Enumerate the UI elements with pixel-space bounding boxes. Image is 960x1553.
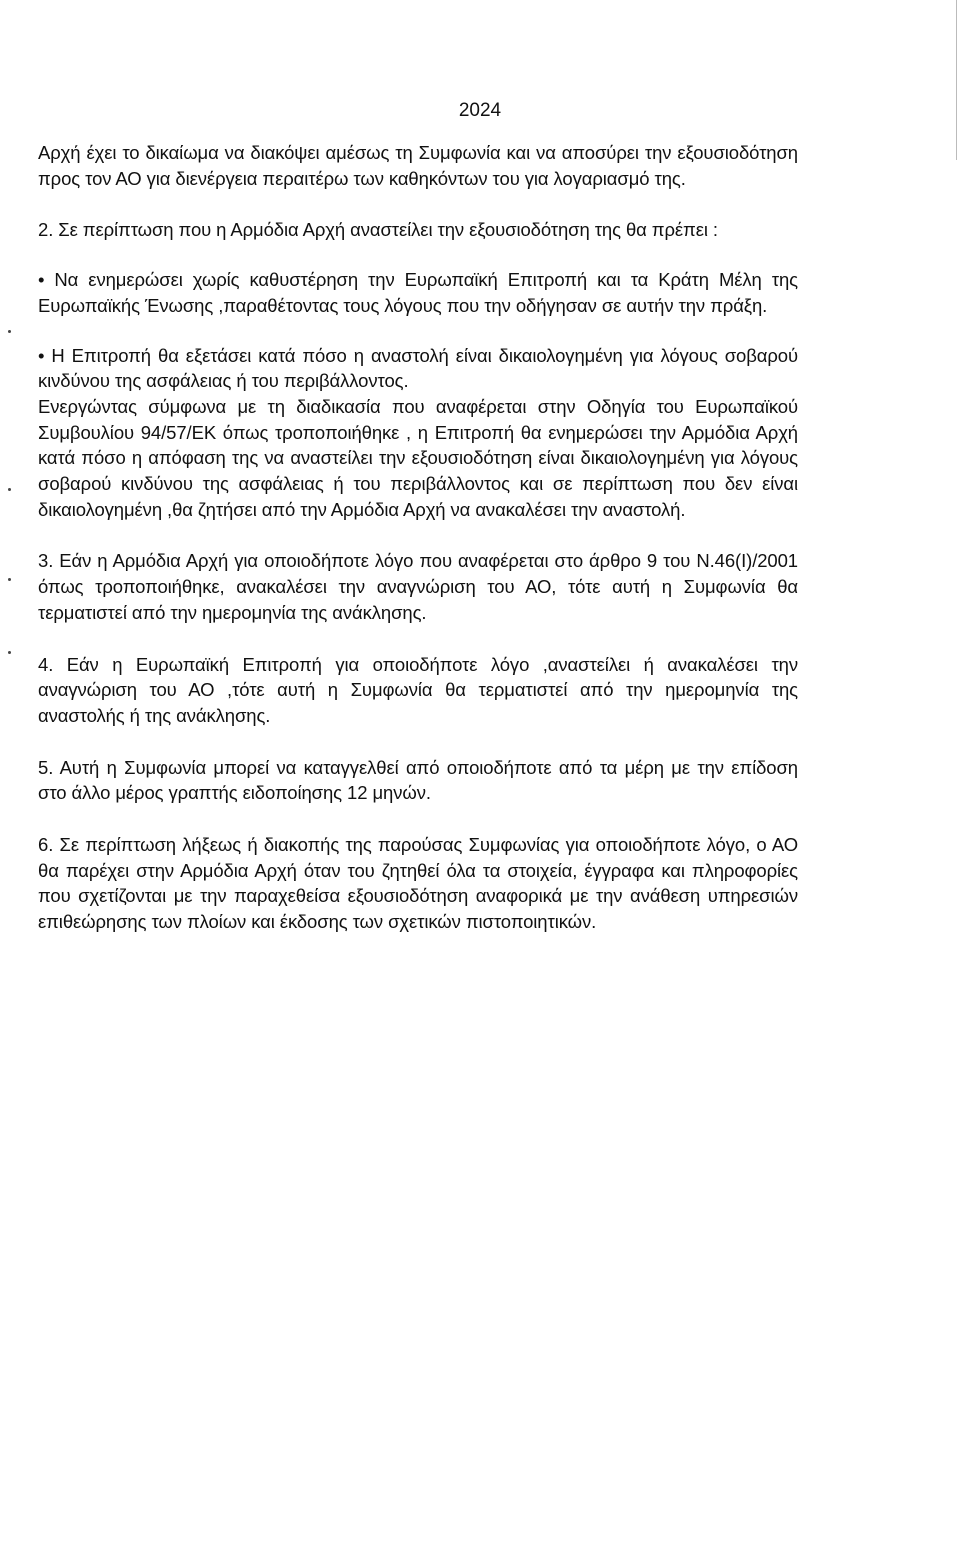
paragraph-item-2: 2. Σε περίπτωση που η Αρμόδια Αρχή αναστείλει την εξουσιοδότηση της θα πρέπει : (38, 219, 718, 241)
scan-margin-mark (8, 651, 11, 654)
paragraph-commission-procedure: Ενεργώντας σύμφωνα με τη διαδικασία που αναφέρεται στην Οδηγία του Ευρωπαϊκού Συμβουλίου 94/57/ΕΚ όπως τροποποιήθηκε , η Επιτροπή θα ενημερώσει την Αρμόδια Αρχή κατά πόσο η απόφαση της να αναστείλει την εξουσιοδότηση είναι δικαιολογημένη για λόγους σοβαρού κινδύνου της ασφάλειας ή του περιβάλλοντος και σε περίπτωση που δεν είναι δικαιολογημένη ,θα ζητήσει από την Αρμόδια Αρχή να ανακαλέσει την αναστολή. (38, 395, 798, 520)
bullet-notify-commission: • Να ενημερώσει χωρίς καθυστέρηση την Ευρωπαϊκή Επιτροπή και τα Κράτη Μέλη της Ευρωπαϊκής Ένωσης ,παραθέτοντας τους λόγους που την οδήγησαν σε αυτήν την πράξη. (38, 269, 798, 316)
scan-margin-mark (8, 578, 11, 581)
paragraph-item-3: 3. Εάν η Αρμόδια Αρχή για οποιοδήποτε λόγο που αναφέρεται στο άρθρο 9 του Ν.46(Ι)/2001 όπως τροποποιήθηκε, ανακαλέσει την αναγνώριση του ΑΟ, τότε αυτή η Συμφωνία θα τερματιστεί από την ημερομηνία της ανάκλησης. (38, 550, 798, 623)
page-number: 2024 (458, 100, 502, 121)
paragraph-item-5: 5. Αυτή η Συμφωνία μπορεί να καταγγελθεί από οποιοδήποτε από τα μέρη με την επίδοση στο άλλο μέρος γραπτής ειδοποίησης 12 μηνών. (38, 756, 798, 804)
bullet-commission-review: • Η Επιτροπή θα εξετάσει κατά πόσο η αναστολή είναι δικαιολογημένη για λόγους σοβαρού κινδύνου της ασφάλειας ή του περιβάλλοντος. (38, 344, 798, 392)
document-body (38, 140, 798, 935)
scan-margin-mark (8, 330, 11, 333)
paragraph-continuation: Αρχή έχει το δικαίωμα να διακόψει αμέσως τη Συμφωνία και να αποσύρει την εξουσιοδότηση προς τον ΑΟ για διενέργεια περαιτέρω των καθηκόντων του για λογαριασμό της. (38, 142, 798, 189)
scan-edge-line (956, 0, 957, 160)
scan-margin-mark (8, 488, 11, 491)
paragraph-item-4: 4. Εάν η Ευρωπαϊκή Επιτροπή για οποιοδήποτε λόγο ,αναστείλει ή ανακαλέσει την αναγνώριση του ΑΟ ,τότε αυτή η Συμφωνία θα τερματιστεί από την ημερομηνία της αναστολής ή της ανάκλησης. (38, 653, 798, 726)
paragraph-item-6: 6. Σε περίπτωση λήξεως ή διακοπής της παρούσας Συμφωνίας για οποιοδήποτε λόγο, ο ΑΟ θα παρέχει στην Αρμόδια Αρχή όταν του ζητηθεί όλα τα στοιχεία, έγγραφα και πληροφορίες που σχετίζονται με την παραχεθείσα εξουσιοδότηση αναφορικά με την ανάθεση υπηρεσιών επιθεώρησης των πλοίων και έκδοσης των σχετικών πιστοποιητικών. (38, 834, 798, 933)
